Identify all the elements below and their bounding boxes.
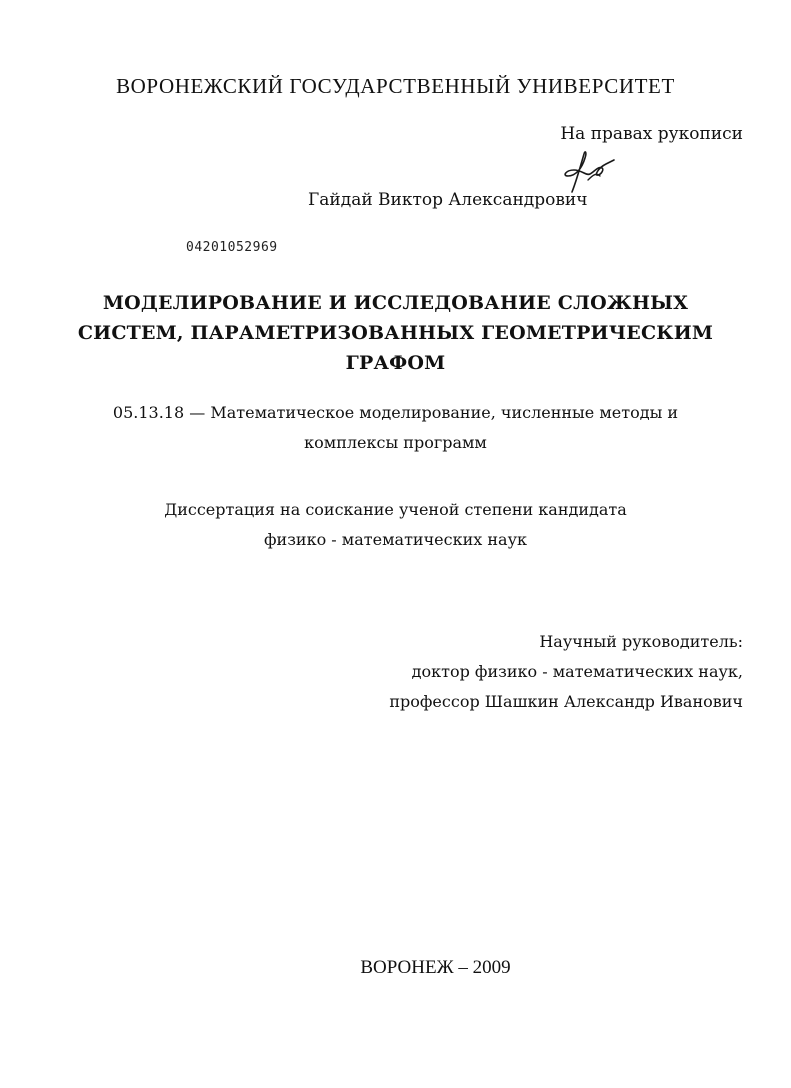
signature-icon <box>558 146 618 196</box>
supervisor-degree: доктор физико - математических наук, <box>411 662 743 681</box>
supervisor-label: Научный руководитель: <box>539 632 743 651</box>
manuscript-note: На правах рукописи <box>560 124 743 144</box>
specialty-line-1: 05.13.18 — Математическое моделирование, численные методы и <box>112 403 679 422</box>
degree-line-2: физико - математических наук <box>264 530 527 549</box>
author-name: Гайдай Виктор Александрович <box>308 190 588 210</box>
thesis-title-line-3: ГРАФОМ <box>345 352 446 374</box>
thesis-title-line-2: СИСТЕМ, ПАРАМЕТРИЗОВАННЫХ ГЕОМЕТРИЧЕСКИМ <box>77 322 714 344</box>
university-name: ВОРОНЕЖСКИЙ ГОСУДАРСТВЕННЫЙ УНИВЕРСИТЕТ <box>116 74 675 98</box>
degree-line-1: Диссертация на соискание ученой степени кандидата <box>164 500 627 519</box>
city-year: ВОРОНЕЖ – 2009 <box>360 957 511 978</box>
supervisor-name: профессор Шашкин Александр Иванович <box>389 692 743 711</box>
specialty-line-2: комплексы программ <box>304 433 487 452</box>
catalog-code: 04201052969 <box>186 240 278 255</box>
thesis-title-line-1: МОДЕЛИРОВАНИЕ И ИССЛЕДОВАНИЕ СЛОЖНЫХ <box>102 292 689 314</box>
